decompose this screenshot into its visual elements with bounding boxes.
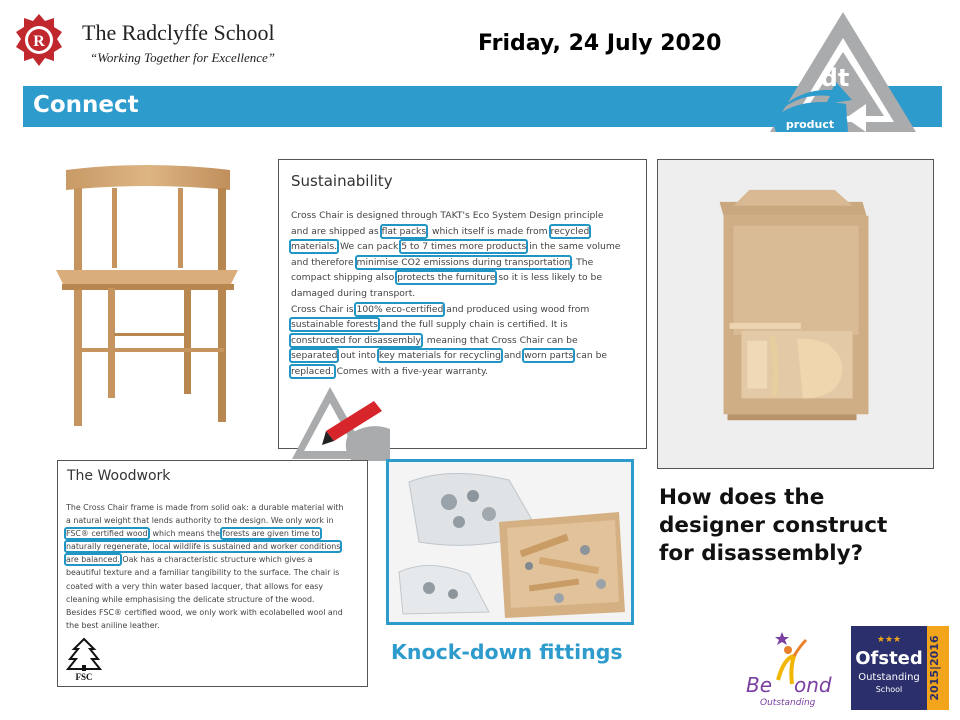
page-title: Connect (33, 92, 139, 118)
woodwork-line (66, 619, 344, 632)
text-run: a natural weight that lends authority to the design. We only work in (66, 516, 334, 526)
dt-letters: dt (820, 64, 850, 92)
svg-text:★★★: ★★★ (876, 635, 902, 645)
text-run: The Cross Chair frame is made from solid oak: a durable material with (66, 503, 344, 512)
question-line: designer construct (659, 513, 888, 538)
sustainability-line (291, 302, 620, 318)
woodwork-line (66, 501, 344, 514)
sustainability-line (291, 270, 620, 286)
ofsted-years: 2015|2016 (928, 635, 941, 701)
beyond-word-pre: Be (746, 673, 773, 697)
school-crest-icon (14, 12, 64, 70)
date-label: Friday, 24 July 2020 (478, 31, 722, 56)
text-run: and produced using wood from (443, 303, 590, 315)
text-run: and are shipped as (291, 225, 382, 237)
text-run: so it is less likely to be (495, 272, 603, 284)
ofsted-outstanding-logo-icon (851, 626, 949, 710)
text-run: , which means the (147, 529, 223, 539)
text-run: Besides FSC® certified wood, we only work with ecolabelled wool and (66, 607, 343, 617)
text-run: . The (570, 256, 594, 268)
sustainability-line (291, 333, 620, 349)
text-run: and (500, 350, 525, 362)
crest-letter: R (33, 33, 45, 50)
woodwork-text (66, 501, 344, 632)
woodwork-panel (57, 460, 368, 687)
sustainability-text (291, 208, 620, 380)
dt-label: product (785, 118, 835, 131)
highlighted-phrase: protects the furniture (397, 272, 496, 284)
text-run: Oak has a characteristic structure which gives a (119, 555, 313, 565)
text-run: Cross Chair is (291, 303, 357, 315)
text-run: the best aniline leather. (66, 620, 160, 630)
sustainability-line (291, 239, 620, 255)
fsc-label: FSC (75, 672, 93, 681)
highlighted-phrase: materials. (291, 241, 338, 253)
woodwork-line (66, 553, 344, 566)
knock-down-fittings-image (386, 459, 634, 625)
highlighted-phrase: FSC® certified wood (66, 529, 148, 539)
beyond-outstanding-logo-icon (742, 628, 840, 708)
text-run: damaged during transport. (291, 287, 416, 299)
question-line: for disassembly? (659, 541, 864, 566)
highlighted-phrase: constructed for disassembly (291, 334, 421, 346)
highlighted-phrase: flat packs (381, 225, 427, 237)
sustainability-line (291, 364, 620, 380)
text-run: beautiful texture and a familiar tangibility to the surface. The chair is (66, 568, 340, 578)
fittings-illustration (389, 462, 631, 622)
highlighted-phrase: replaced. (291, 365, 334, 377)
woodwork-line (66, 527, 344, 540)
text-run: , which itself is made from (426, 225, 551, 237)
question-line: How does the (659, 485, 825, 510)
highlighted-phrase: forests are given time to (222, 529, 320, 539)
text-run: , meaning that Cross Chair can be (420, 334, 578, 346)
highlighted-phrase: naturally regenerate, local wildlife is sustained and worker conditions (66, 542, 341, 552)
sustainability-title: Sustainability (291, 172, 393, 190)
woodwork-title: The Woodwork (67, 468, 171, 484)
woodwork-line (66, 514, 344, 527)
sustainability-line (291, 208, 620, 224)
school-name: The Radclyffe School (82, 20, 275, 45)
woodwork-line (66, 566, 344, 579)
sustainability-line (291, 224, 620, 240)
highlighted-phrase: 5 to 7 times more products (401, 241, 527, 253)
sustainability-line (291, 348, 620, 364)
woodwork-line (66, 593, 344, 606)
fittings-caption: Knock-down fittings (391, 640, 623, 664)
text-run: in the same volume (526, 241, 621, 253)
cross-chair-image (52, 158, 242, 433)
fsc-tree-logo-icon (66, 637, 102, 681)
highlighted-phrase: are balanced. (66, 555, 120, 565)
text-run: and the full supply chain is certified. It is (377, 319, 568, 331)
text-run: and therefore (291, 256, 357, 268)
sustainability-line (291, 286, 620, 302)
text-run: Cross Chair is designed through TAKT's Eco System Design principle (291, 210, 604, 221)
dt-product-logo-icon (766, 8, 920, 138)
text-run: coated with a very thin water based lacquer, that allows for easy (66, 581, 324, 591)
text-run: cleaning while emphasising the delicate structure of the wood. (66, 594, 315, 604)
beyond-word-post: ond (794, 673, 832, 697)
sustainability-line (291, 255, 620, 271)
highlighted-phrase: separated (291, 350, 338, 362)
woodwork-line (66, 580, 344, 593)
highlighted-phrase: minimise CO2 emissions during transportation (356, 256, 571, 268)
ofsted-label2: School (875, 685, 903, 694)
text-run: Comes with a five-year warranty. (333, 365, 489, 377)
highlighted-phrase: sustainable forests (291, 319, 378, 331)
highlighted-phrase: worn parts (524, 350, 574, 362)
sustainability-line (291, 317, 620, 333)
flat-pack-box-image (657, 159, 934, 469)
school-motto: “Working Together for Excellence” (90, 50, 275, 65)
highlighted-phrase: recycled (550, 225, 590, 237)
text-run: We can pack (337, 241, 402, 253)
ofsted-brand: Ofsted (855, 648, 923, 669)
highlighted-phrase: key materials for recycling (378, 350, 501, 362)
woodwork-line (66, 540, 344, 553)
woodwork-line (66, 606, 344, 619)
highlighted-phrase: 100% eco-certified (356, 303, 444, 315)
ofsted-label1: Outstanding (858, 672, 920, 683)
pencil-triangle-icon (290, 383, 394, 463)
text-run: compact shipping also (291, 272, 398, 284)
question-text (659, 484, 887, 568)
text-run: can be (573, 350, 608, 362)
text-run: out into (337, 350, 379, 362)
beyond-sub: Outstanding (760, 698, 816, 708)
